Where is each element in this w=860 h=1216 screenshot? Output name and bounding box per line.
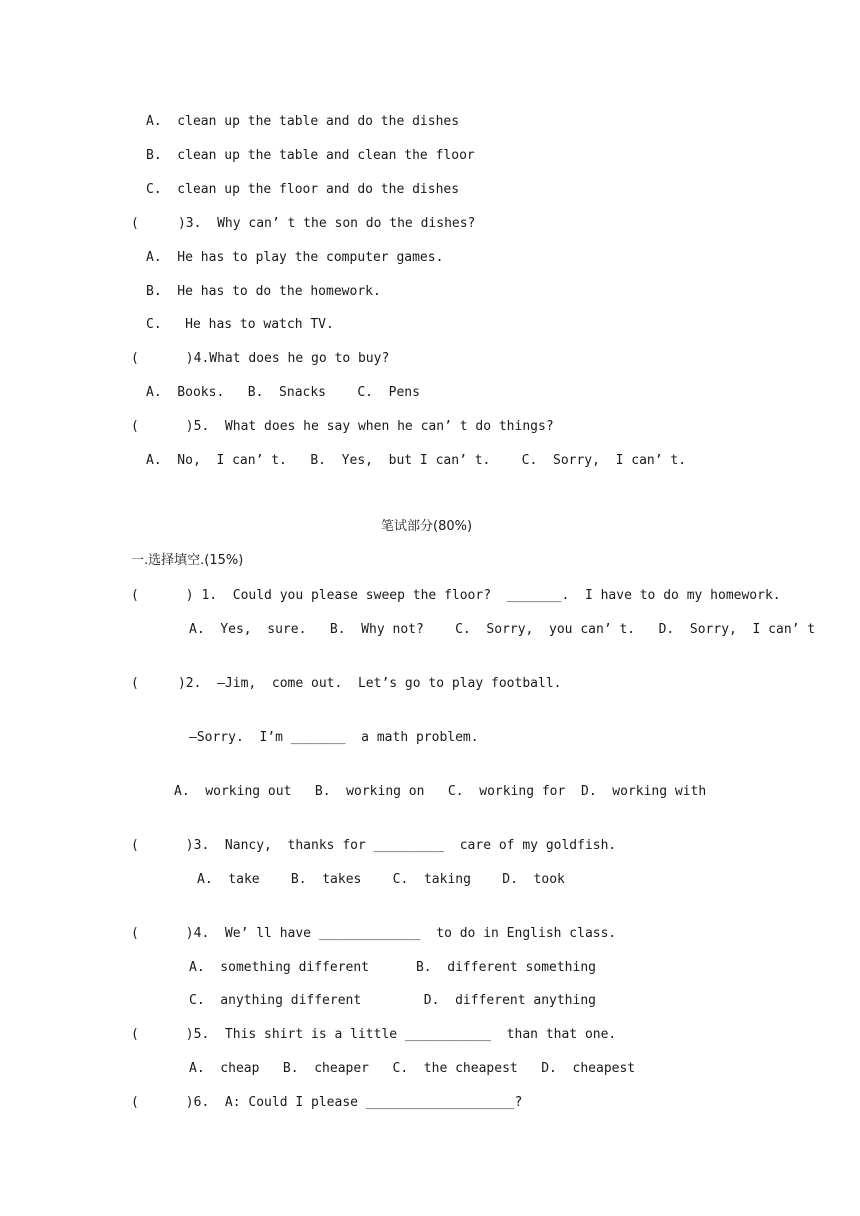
listening-q2-option-b: B. clean up the table and clean the floor (146, 148, 475, 163)
written-q3-question: ( )3. Nancy, thanks for _________ care of my goldfish. (131, 838, 617, 853)
written-q4-options-row2: C. anything different D. different anything (189, 993, 596, 1008)
listening-q3-question: ( )3. Why can’ t the son do the dishes? (131, 216, 476, 231)
listening-q5-question: ( )5. What does he say when he can’ t do things? (131, 419, 554, 434)
listening-q4-options: A. Books. B. Snacks C. Pens (146, 385, 420, 400)
listening-q3-option-b: B. He has to do the homework. (146, 284, 381, 299)
written-q1-options: A. Yes, sure. B. Why not? C. Sorry, you can’ t. D. Sorry, I can’ t (189, 622, 816, 637)
written-q4-options-row1: A. something different B. different something (189, 960, 596, 975)
listening-q3-option-c: C. He has to watch TV. (146, 317, 334, 332)
written-q5-question: ( )5. This shirt is a little ___________ than that one. (131, 1027, 617, 1042)
written-q6-question: ( )6. A: Could I please ___________________? (131, 1095, 523, 1110)
written-q2-reply: —Sorry. I’m _______ a math problem. (189, 730, 479, 745)
section-heading: 笔试部分(80%) (381, 519, 473, 534)
written-q4-question: ( )4. We’ ll have _____________ to do in English class. (131, 926, 617, 941)
listening-q3-option-a: A. He has to play the computer games. (146, 250, 444, 265)
part1-title: 一.选择填空.(15%) (131, 553, 244, 568)
listening-q4-question: ( )4.What does he go to buy? (131, 351, 390, 366)
written-q1-question: ( ) 1. Could you please sweep the floor? _______. I have to do my homework. (131, 588, 781, 603)
listening-q2-option-c: C. clean up the floor and do the dishes (146, 182, 460, 197)
written-q5-options: A. cheap B. cheaper C. the cheapest D. cheapest (189, 1061, 636, 1076)
listening-q5-options: A. No, I can’ t. B. Yes, but I can’ t. C. Sorry, I can’ t. (146, 453, 687, 468)
written-q2-question: ( )2. —Jim, come out. Let’s go to play football. (131, 676, 562, 691)
listening-q2-option-a: A. clean up the table and do the dishes (146, 114, 460, 129)
written-q3-options: A. take B. takes C. taking D. took (197, 872, 565, 887)
written-q2-options: A. working out B. working on C. working for D. working with (174, 784, 707, 799)
